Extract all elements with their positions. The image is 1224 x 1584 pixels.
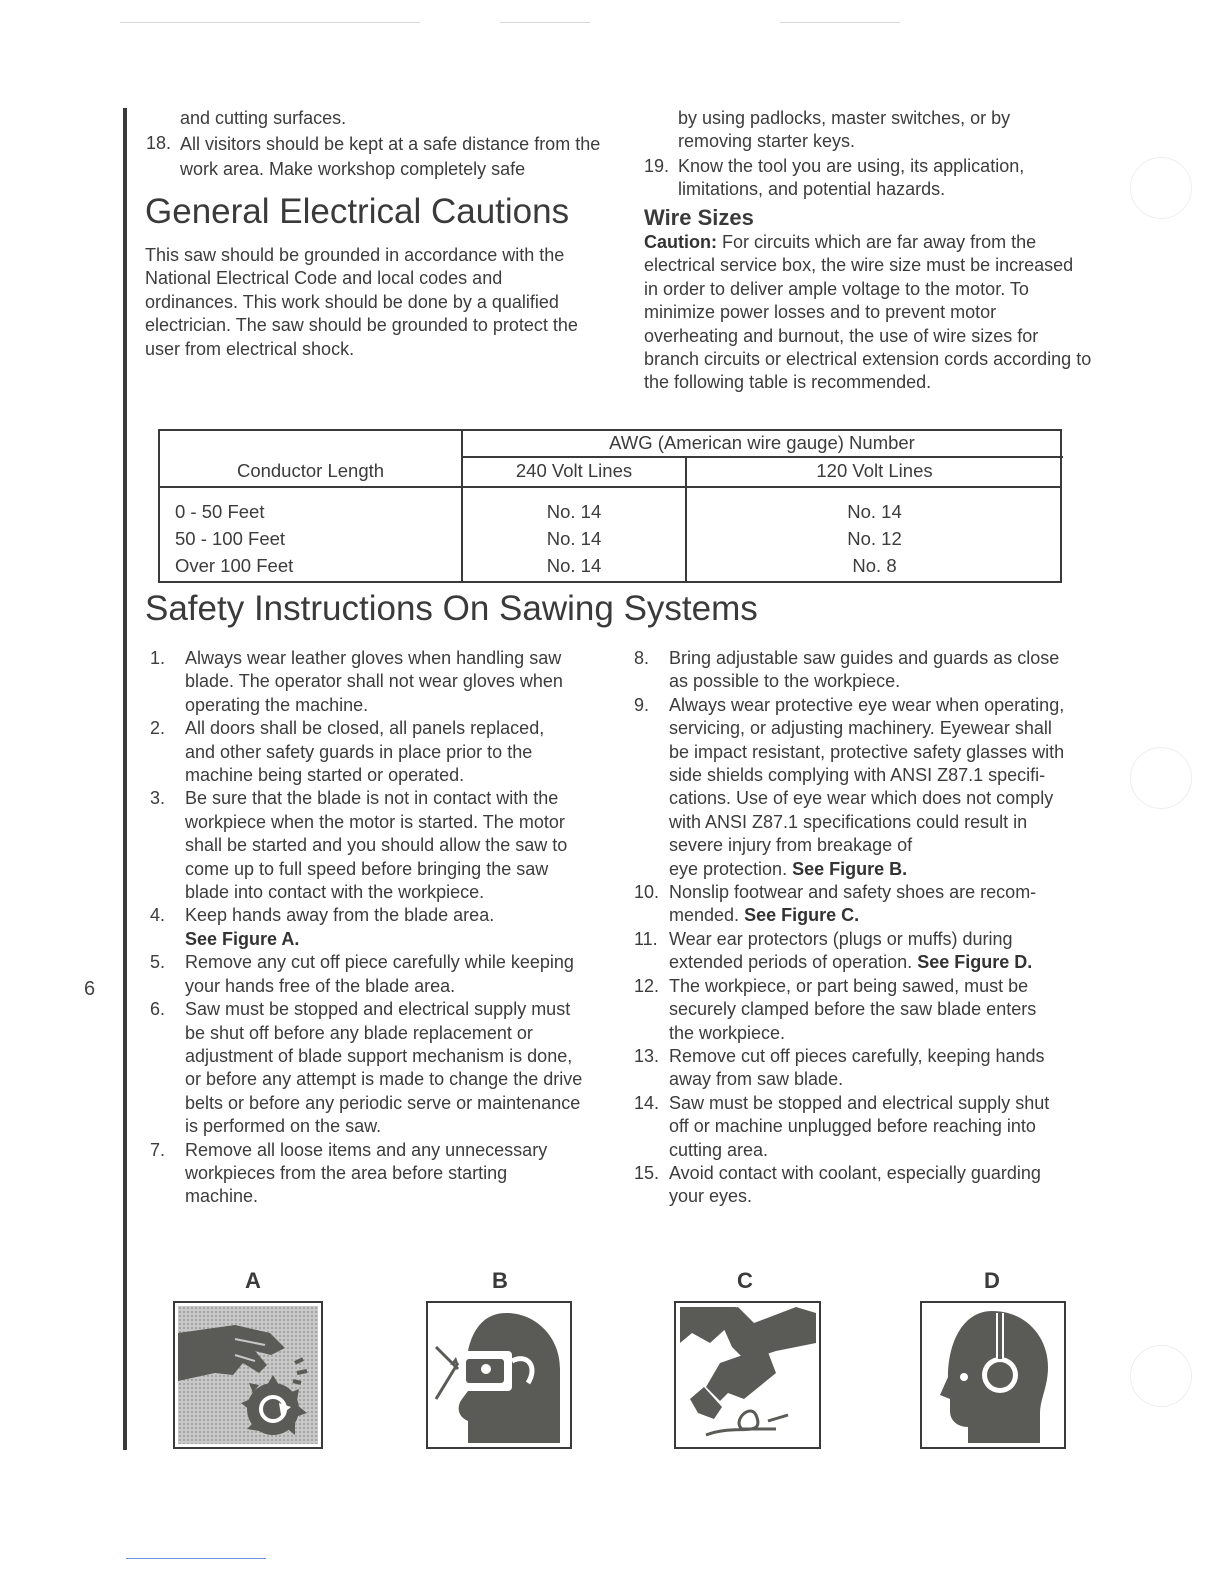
item-line: off or machine unplugged before reaching into	[669, 1116, 1036, 1137]
item-line: side shields complying with ANSI Z87.1 specifi-	[669, 765, 1046, 786]
item-number: 9.	[634, 694, 650, 715]
table-group-header: AWG (American wire gauge) Number	[609, 432, 915, 453]
safety-glasses-icon	[428, 1303, 570, 1447]
item-text: All visitors should be kept at a safe distance from the work area. Make workshop completely safe	[180, 134, 601, 179]
item-line: Keep hands away from the blade area.	[185, 905, 495, 926]
item-number: 6.	[150, 999, 166, 1020]
item-line: Always wear leather gloves when handling saw	[185, 648, 562, 668]
table-header-conductor: Conductor Length	[236, 460, 385, 481]
list-item-19	[644, 155, 1084, 202]
line-text: mended.	[669, 905, 740, 926]
item-number: 13.	[634, 1045, 660, 1066]
item-line: Remove any cut off piece carefully while keeping	[185, 952, 574, 973]
table-cell-120: No. 8	[852, 555, 897, 576]
item-number: 11.	[634, 928, 658, 949]
figure-label-c: C	[737, 1268, 753, 1293]
list-item	[150, 787, 620, 904]
list-item	[150, 998, 620, 1138]
sawing-list-right	[634, 647, 1104, 1209]
table-divider	[160, 486, 1062, 488]
page-number: 6	[84, 978, 96, 1000]
item-line: The workpiece, or part being sawed, must be	[669, 975, 1029, 996]
wire-size-table	[158, 429, 1062, 583]
table-cell-length: 0 - 50 Feet	[175, 501, 265, 522]
item-line: adjustment of blade support mechanism is done,	[185, 1045, 573, 1066]
list-item	[634, 928, 1104, 975]
item-line: Always wear protective eye wear when operating,	[669, 694, 1065, 715]
figure-reference: See Figure B.	[792, 858, 908, 879]
item-line: your eyes.	[669, 1186, 753, 1207]
item-text: Know the tool you are using, its application, limitations, and potential hazards.	[678, 156, 1025, 200]
table-cell-120: No. 12	[847, 528, 902, 549]
table-cell-120: No. 14	[847, 501, 902, 522]
table-header-120: 120 Volt Lines	[816, 460, 933, 481]
item-number: 5.	[150, 952, 166, 973]
item-line	[669, 904, 1104, 927]
item-line: Wear ear protectors (plugs or muffs) during	[669, 928, 1013, 949]
item-number: 14.	[634, 1092, 660, 1113]
list-item	[634, 647, 1104, 694]
item-number: 4.	[150, 905, 166, 926]
continuation-left: and cutting surfaces.	[180, 108, 347, 128]
item-line: Avoid contact with coolant, especially guarding	[669, 1162, 1041, 1183]
item-line: cations. Use of eye wear which does not comply	[669, 788, 1054, 809]
list-item	[634, 1092, 1104, 1162]
item-line: blade. The operator shall not wear gloves when	[185, 671, 563, 692]
list-item	[150, 717, 620, 787]
item-line: workpiece when the motor is started. The motor	[185, 811, 565, 832]
item-line: All doors shall be closed, all panels replaced,	[185, 718, 545, 739]
scan-mark	[780, 22, 900, 23]
hand-near-saw-blade-icon	[175, 1303, 321, 1447]
item-number: 3.	[150, 788, 166, 809]
item-line	[669, 858, 1104, 881]
ear-protector-icon	[922, 1303, 1064, 1447]
item-number: 7.	[150, 1139, 166, 1160]
figure-label-b: B	[492, 1268, 508, 1293]
table-cell-240: No. 14	[546, 528, 602, 549]
heading-sawing-safety: Safety Instructions On Sawing Systems	[145, 589, 758, 628]
scan-mark	[120, 22, 420, 23]
list-item	[150, 951, 620, 998]
list-item	[634, 694, 1104, 881]
figure-d	[920, 1301, 1066, 1449]
heading-wire-sizes: Wire Sizes	[644, 205, 754, 230]
caution-label: Caution:	[644, 232, 717, 252]
list-item-18	[146, 132, 616, 181]
item-number: 2.	[150, 718, 166, 739]
item-number: 15.	[634, 1162, 660, 1183]
item-number: 8.	[634, 648, 650, 668]
item-line: cutting area.	[669, 1139, 769, 1160]
item-line: Saw must be stopped and electrical supply must	[185, 999, 571, 1020]
table-header-240: 240 Volt Lines	[515, 460, 633, 481]
item-line: workpieces from the area before starting	[185, 1162, 508, 1183]
list-item	[634, 881, 1104, 928]
item-number: 1.	[150, 648, 166, 668]
item-line: operating the machine.	[185, 694, 369, 715]
bottom-rule	[126, 1558, 266, 1559]
item-line: be impact resistant, protective safety glasses with	[669, 741, 1065, 762]
list-item	[634, 975, 1104, 1045]
figure-reference: See Figure A.	[185, 928, 300, 949]
list-item	[634, 1162, 1104, 1209]
line-text: eye protection.	[669, 858, 788, 879]
list-item	[634, 1045, 1104, 1092]
item-line: Saw must be stopped and electrical supply shut	[669, 1092, 1050, 1113]
item-line: severe injury from breakage of	[669, 835, 913, 856]
electrical-paragraph: This saw should be grounded in accordance with the National Electrical Code and local codes and ordinances. This work should be done by a qualified electrician. The saw should be grounded to protect the user from electrical shock.	[145, 245, 578, 359]
table-divider	[461, 456, 1063, 458]
punch-hole	[1130, 1345, 1192, 1407]
sawing-list-left	[150, 647, 620, 1209]
safety-shoes-icon	[676, 1303, 819, 1447]
list-item	[150, 1139, 620, 1209]
item-line: machine.	[185, 1186, 259, 1207]
item-line: Remove all loose items and any unnecessary	[185, 1139, 548, 1160]
figure-reference: See Figure C.	[744, 905, 860, 926]
item-number: 19.	[644, 156, 670, 176]
item-line: the workpiece.	[669, 1022, 786, 1043]
heading-electrical-cautions: General Electrical Cautions	[145, 192, 570, 231]
figure-label-a: A	[245, 1268, 261, 1293]
item-line: away from saw blade.	[669, 1069, 844, 1090]
item-line: machine being started or operated.	[185, 765, 465, 786]
continuation-right: by using padlocks, master switches, or by removing starter keys.	[678, 108, 1011, 152]
item-line: shall be started and you should allow the saw to	[185, 835, 568, 856]
item-line: belts or before any periodic serve or maintenance	[185, 1092, 581, 1113]
item-line: Be sure that the blade is not in contact with the	[185, 788, 559, 809]
table-cell-240: No. 14	[546, 501, 602, 522]
item-line: your hands free of the blade area.	[185, 975, 456, 996]
item-line: come up to full speed before bringing the saw	[185, 858, 549, 879]
punch-hole	[1130, 157, 1192, 219]
figure-reference: See Figure D.	[917, 952, 1033, 973]
caution-text: For circuits which are far away from the electrical service box, the wire size must be increased in order to deliver ample voltage to the motor. To minimize power losses and to prevent motor overheating and burnout, the use of wire sizes for branch circuits or electrical extension cords according to the following table is recommended.	[644, 232, 1092, 393]
item-number: 10.	[634, 882, 660, 903]
punch-hole	[1130, 747, 1192, 809]
figure-b	[426, 1301, 572, 1449]
item-line: securely clamped before the saw blade enters	[669, 999, 1037, 1020]
table-cell-length: 50 - 100 Feet	[175, 528, 286, 549]
list-item	[150, 904, 620, 951]
figure-c	[674, 1301, 821, 1449]
table-cell-240: No. 14	[546, 555, 602, 576]
item-line: Remove cut off pieces carefully, keeping hands	[669, 1045, 1045, 1066]
item-line: Bring adjustable saw guides and guards as close	[669, 648, 1060, 668]
item-line: servicing, or adjusting machinery. Eyewear shall	[669, 718, 1052, 739]
list-item	[150, 647, 620, 717]
item-line: is performed on the saw.	[185, 1116, 382, 1137]
item-line: and other safety guards in place prior to the	[185, 741, 533, 762]
item-line: or before any attempt is made to change the drive	[185, 1069, 583, 1090]
wire-sizes-paragraph	[644, 231, 1092, 395]
item-line: Nonslip footwear and safety shoes are recom-	[669, 882, 1037, 903]
item-line	[669, 951, 1104, 974]
item-line: blade into contact with the workpiece.	[185, 882, 485, 903]
item-number: 12.	[634, 975, 660, 996]
item-number: 18.	[146, 133, 172, 153]
table-cell-length: Over 100 Feet	[175, 555, 294, 576]
scan-mark	[500, 22, 590, 23]
figure-a	[173, 1301, 323, 1449]
item-line: with ANSI Z87.1 specifications could result in	[669, 811, 1028, 832]
line-text: extended periods of operation.	[669, 952, 913, 973]
item-line: as possible to the workpiece.	[669, 671, 901, 692]
left-margin-rule	[123, 108, 127, 1450]
figure-label-d: D	[984, 1268, 1000, 1293]
item-line: be shut off before any blade replacement or	[185, 1022, 533, 1043]
